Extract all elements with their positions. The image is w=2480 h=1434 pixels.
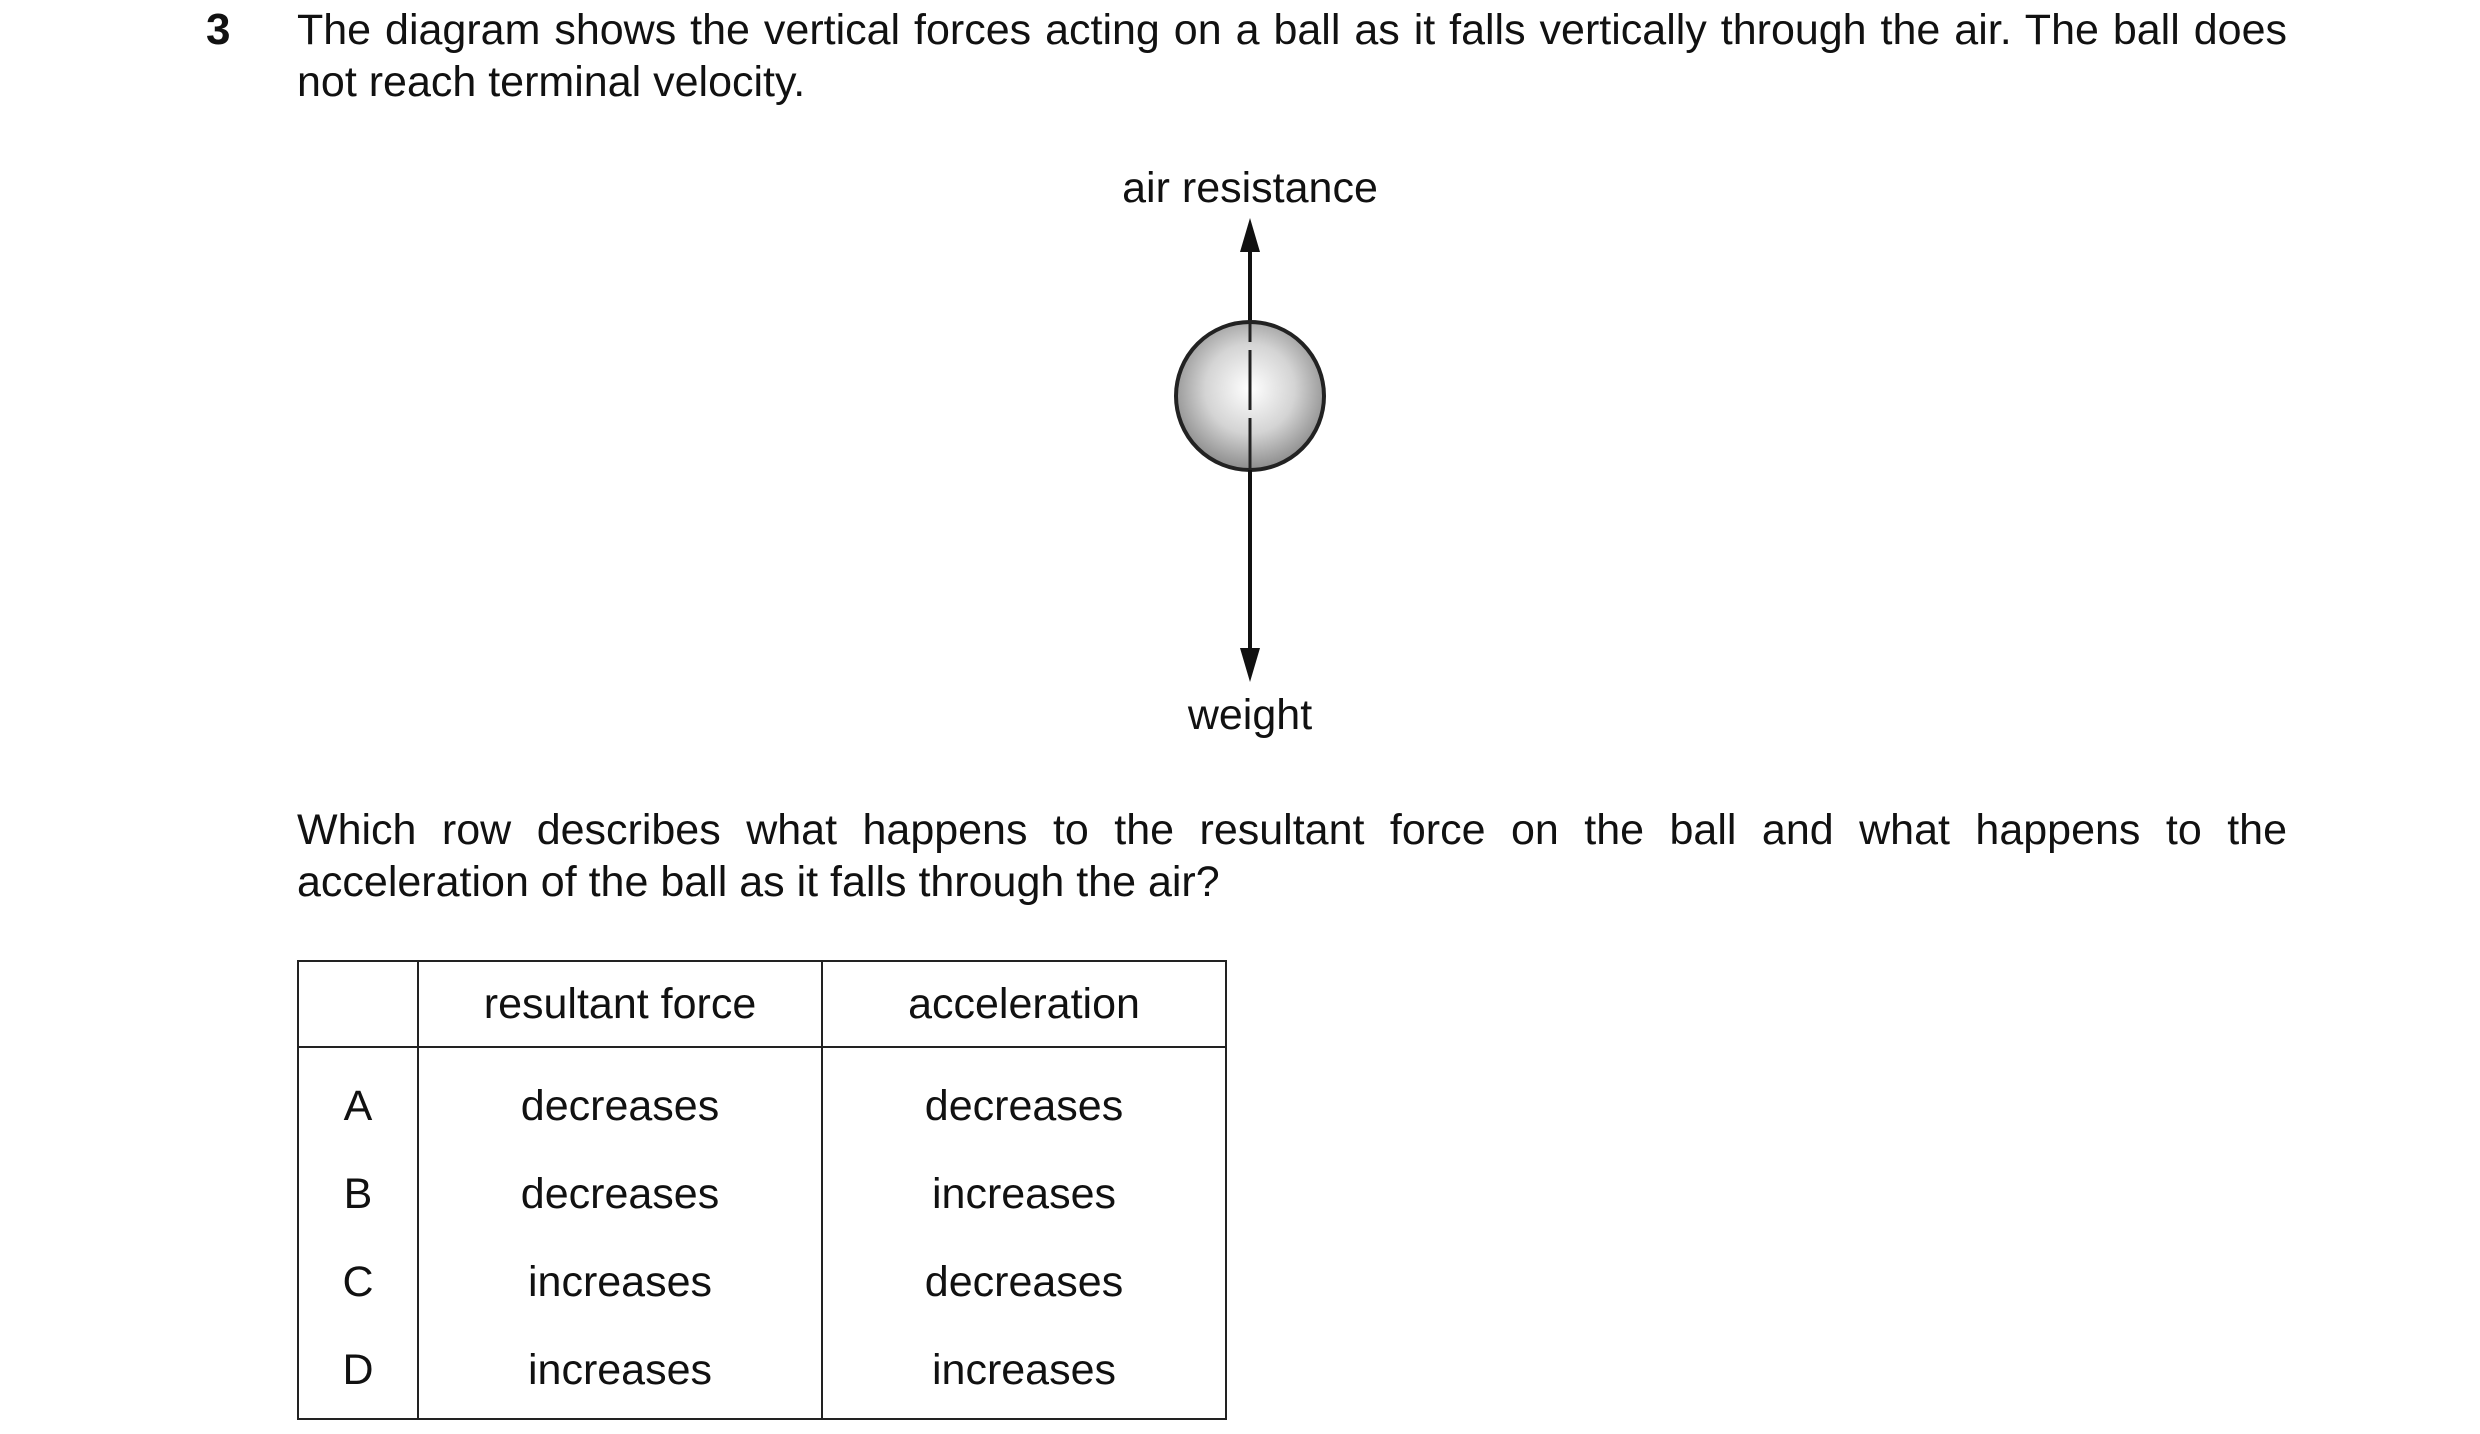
header-resultant-force: resultant force <box>418 961 822 1047</box>
table-row <box>298 1150 1226 1238</box>
acceleration-cell: decreases <box>822 1238 1226 1326</box>
option-letter: A <box>298 1047 418 1150</box>
forces-diagram <box>1050 150 1450 750</box>
table-header-row <box>298 961 1226 1047</box>
air-resistance-label: air resistance <box>1122 164 1378 212</box>
table-row <box>298 1326 1226 1419</box>
question-number: 3 <box>206 5 231 54</box>
weight-label: weight <box>1187 691 1313 739</box>
weight-arrowhead <box>1240 648 1260 682</box>
table-row <box>298 1238 1226 1326</box>
header-acceleration: acceleration <box>822 961 1226 1047</box>
table-row <box>298 1047 1226 1150</box>
option-letter: C <box>298 1238 418 1326</box>
acceleration-cell: increases <box>822 1150 1226 1238</box>
option-letter: D <box>298 1326 418 1419</box>
resultant-force-cell: decreases <box>418 1047 822 1150</box>
air-resistance-arrowhead <box>1240 218 1260 252</box>
acceleration-cell: decreases <box>822 1047 1226 1150</box>
resultant-force-cell: increases <box>418 1238 822 1326</box>
question-intro: The diagram shows the vertical forces acting on a ball as it falls vertically through the air. The ball does not reach terminal velocity. <box>297 6 2287 106</box>
acceleration-cell: increases <box>822 1326 1226 1419</box>
option-letter: B <box>298 1150 418 1238</box>
answer-table <box>297 960 1227 1420</box>
question-prompt: Which row describes what happens to the resultant force on the ball and what happens to the acceleration of the ball as it falls through the air? <box>297 806 2287 906</box>
header-blank <box>298 961 418 1047</box>
ball-forces-figure <box>1050 150 1450 750</box>
resultant-force-cell: increases <box>418 1326 822 1419</box>
resultant-force-cell: decreases <box>418 1150 822 1238</box>
